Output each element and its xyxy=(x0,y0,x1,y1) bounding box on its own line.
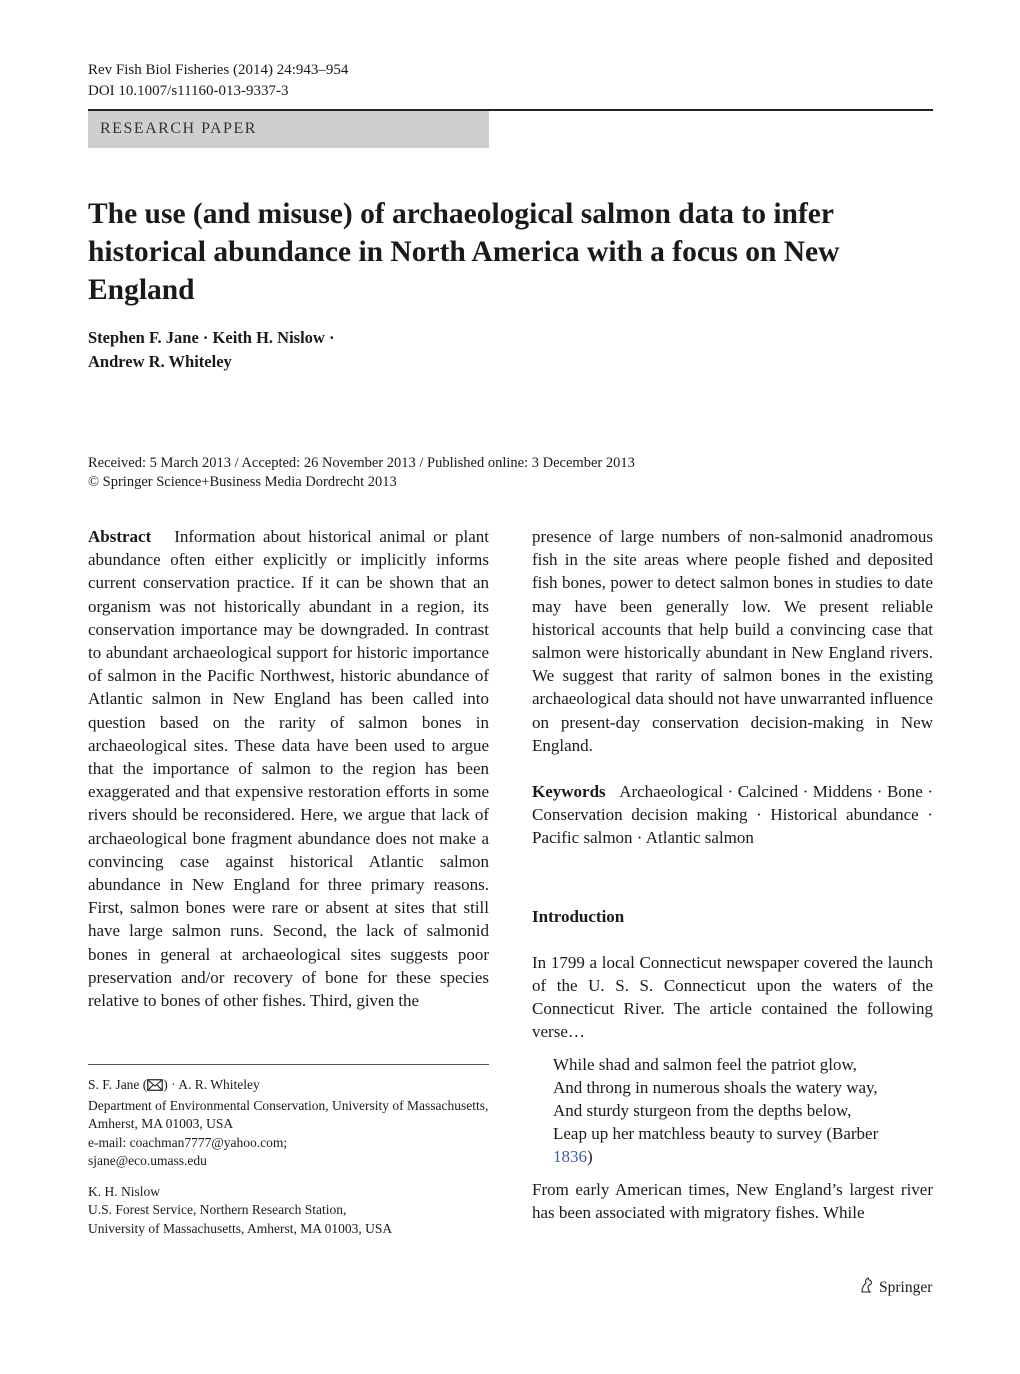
author-name-2: K. H. Nislow xyxy=(88,1183,161,1199)
verse-line-3: And sturdy sturgeon from the depths below, xyxy=(553,1101,852,1121)
verse-block xyxy=(532,1053,933,1169)
left-column xyxy=(88,525,489,1012)
affiliation-2-line-1: U.S. Forest Service, Northern Research Station, xyxy=(88,1202,347,1217)
author-name-3: ) · A. R. Whiteley xyxy=(163,1077,260,1092)
article-title: The use (and misuse) of archaeological salmon data to infer historical abundance in North America with a focus on New England xyxy=(88,198,840,306)
keywords-text: Archaeological · Calcined · Middens · Bone · Conservation decision making · Historical abundance · Pacific salmon · Atlantic salmon xyxy=(532,782,933,848)
abstract-label: Abstract xyxy=(88,527,152,546)
springer-horse-icon xyxy=(857,1276,875,1299)
authors-line-1: Stephen F. Jane · Keith H. Nislow · xyxy=(88,328,335,347)
email-2: sjane@eco.umass.edu xyxy=(88,1153,207,1168)
keywords-paragraph xyxy=(532,780,933,850)
section-label: RESEARCH PAPER xyxy=(100,120,257,137)
envelope-icon xyxy=(147,1078,163,1097)
right-column xyxy=(532,525,933,1224)
abstract-paragraph xyxy=(88,525,489,1012)
author-name-1: S. F. Jane ( xyxy=(88,1077,148,1092)
verse-line-4: Leap up her matchless beauty to survey (Barber xyxy=(553,1124,879,1144)
journal-citation xyxy=(88,60,348,102)
publisher-name: Springer xyxy=(879,1278,933,1296)
journal-line: Rev Fish Biol Fisheries (2014) 24:943–954 xyxy=(88,62,349,78)
section-band xyxy=(88,111,489,148)
corresponding-author xyxy=(88,1076,489,1097)
copyright-line: © Springer Science+Business Media Dordrecht 2013 xyxy=(88,474,397,490)
intro-paragraph-2: From early American times, New England’s largest river has been associated with migratory fishes. While xyxy=(532,1179,933,1222)
author-list xyxy=(88,326,334,374)
intro-paragraph-1: In 1799 a local Connecticut newspaper covered the launch of the U. S. S. Connecticut upon the waters of the Connecticut River. The article contained the following verse… xyxy=(532,952,933,1042)
verse-citation xyxy=(553,1145,933,1168)
citation-link[interactable]: 1836 xyxy=(553,1147,587,1167)
keywords-label: Keywords xyxy=(532,782,606,802)
authors-line-2: Andrew R. Whiteley xyxy=(88,352,232,371)
doi-line: DOI 10.1007/s11160-013-9337-3 xyxy=(88,83,289,99)
publisher-mark xyxy=(857,1276,932,1299)
citation-close: ) xyxy=(587,1147,593,1167)
dates-line: Received: 5 March 2013 / Accepted: 26 November 2013 / Published online: 3 December 2013 xyxy=(88,455,635,471)
affiliation-2-line-2: University of Massachusetts, Amherst, MA 01003, USA xyxy=(88,1220,393,1236)
footnote-rule xyxy=(88,1064,489,1065)
verse-line-1: While shad and salmon feel the patriot glow, xyxy=(553,1054,857,1074)
abstract-text-right: presence of large numbers of non-salmonid anadromous fish in the site areas where people fished and deposited fish bones, power to detect salmon bones in studies to date may have been generally low. We present reliable historical accounts that help build a convincing case that salmon were historically abundant in New England rivers. We suggest that rarity of salmon bones in the existing archaeological data should not have unwarranted influence on present-day conservation decision-making in New England. xyxy=(532,527,933,755)
author-footnote xyxy=(88,1076,489,1238)
introduction-heading: Introduction xyxy=(532,906,625,926)
abstract-text-left: Information about historical animal or plant abundance often either explicitly or implicitly informs current conservation practice. If it can be shown that an organism was not historically abundant in a region, its conservation importance may be downgraded. In contrast to abundant archaeological support for historic importance of salmon in the Pacific Northwest, historic abundance of Atlantic salmon in New England has been called into question based on the rarity of salmon bones in archaeological sites. These data have been used to argue that the importance of salmon to the region has been exaggerated and that expensive restoration efforts in some rivers should be reconsidered. Here, we argue that lack of archaeological bone fragment abundance does not make a convincing case against historical Atlantic salmon abundance in New England for three primary reasons. First, salmon bones were rare or absent at sites that still have large salmon runs. Second, the lack of salmonid bones in general at archaeological sites suggests poor preservation and/or recovery of bone for these species relative to bones of other fishes. Third, given the xyxy=(88,527,490,1011)
email-line: e-mail: coachman7777@yahoo.com; xyxy=(88,1134,288,1150)
affiliation-1: Department of Environmental Conservation, University of Massachusetts, Amherst, MA 01003, USA xyxy=(88,1097,489,1131)
article-dates xyxy=(88,454,635,492)
verse-line-2: And throng in numerous shoals the watery way, xyxy=(553,1077,878,1097)
